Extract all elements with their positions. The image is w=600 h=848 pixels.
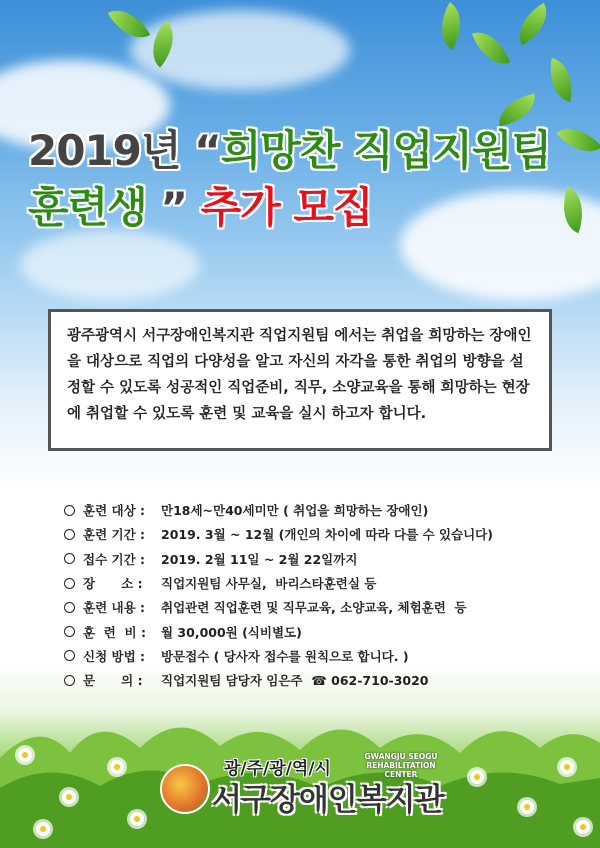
- title-close-quote: ”: [160, 183, 187, 232]
- info-label: 훈련 내용 :: [83, 600, 146, 616]
- info-label: 문 의 :: [83, 673, 143, 689]
- info-row-target: [64, 498, 564, 522]
- flower-icon: [36, 822, 50, 836]
- info-row-location: [64, 571, 564, 595]
- info-row-period: [64, 522, 564, 546]
- flower-icon: [520, 800, 534, 814]
- leaf-icon: [430, 2, 473, 50]
- logo-emblem-icon: [160, 764, 210, 814]
- info-value: 직업지원팀 사무실, 바리스타훈련실 등: [161, 576, 377, 592]
- circle-bullet-icon: [64, 578, 75, 589]
- title-open-quote: “: [194, 126, 221, 175]
- info-row-application-period: [64, 547, 564, 571]
- info-label: 훈련 대상 :: [83, 503, 146, 519]
- info-row-contact: [64, 668, 564, 692]
- info-label: 장 소 :: [83, 576, 143, 592]
- circle-bullet-icon: [64, 602, 75, 613]
- logo-region: 광/주/광/역/시: [224, 759, 331, 779]
- info-row-method: [64, 644, 564, 668]
- circle-bullet-icon: [64, 553, 75, 564]
- logo-english-line2: REHABILITATION CENTER: [366, 761, 436, 779]
- organization-logo: [160, 752, 450, 824]
- title-line-2: [28, 175, 373, 235]
- title-year: 2019년: [28, 126, 181, 175]
- info-value: 직업지원팀 담당자 임은주 ☎ 062-710-3020: [161, 673, 429, 689]
- circle-bullet-icon: [64, 529, 75, 540]
- info-value: 방문접수 ( 당사자 접수를 원칙으로 합니다. ): [161, 648, 409, 664]
- flower-icon: [470, 770, 484, 784]
- info-row-content: [64, 595, 564, 619]
- flower-icon: [110, 760, 124, 774]
- title-line-1: [28, 118, 551, 178]
- circle-bullet-icon: [64, 675, 75, 686]
- info-label: 훈 련 비 :: [83, 624, 146, 640]
- flower-icon: [62, 790, 76, 804]
- info-label: 훈련 기간 :: [83, 527, 146, 543]
- info-row-fee: [64, 619, 564, 643]
- flower-icon: [560, 760, 574, 774]
- cloud: [20, 230, 200, 300]
- logo-name: 서구장애인복지관: [212, 782, 444, 818]
- title-trainee: 훈련생: [28, 183, 147, 232]
- circle-bullet-icon: [64, 626, 75, 637]
- info-value: 2019. 2월 11일 ~ 2월 22일까지: [161, 551, 358, 567]
- leaf-icon: [545, 58, 578, 102]
- info-value: 2019. 3월 ~ 12월 (개인의 차이에 따라 다를 수 있습니다): [161, 527, 493, 543]
- leaf-icon: [472, 25, 510, 71]
- circle-bullet-icon: [64, 650, 75, 661]
- info-value: 만18세~만40세미만 ( 취업을 희망하는 장애인): [161, 503, 429, 519]
- logo-english: [352, 752, 450, 779]
- logo-english-line1: GWANGJU SEOGU: [364, 752, 438, 761]
- flower-icon: [18, 748, 32, 762]
- info-label: 접수 기간 :: [83, 551, 146, 567]
- flower-icon: [130, 812, 144, 826]
- info-label: 신청 방법 :: [83, 648, 146, 664]
- leaf-icon: [556, 116, 600, 163]
- flower-icon: [576, 820, 590, 834]
- leaf-icon: [509, 3, 557, 46]
- info-value: 취업관련 직업훈련 및 직무교육, 소양교육, 체험훈련 등: [161, 600, 467, 616]
- intro-text: 광주광역시 서구장애인복지관 직업지원팀 에서는 취업을 희망하는 장애인을 대상으로 직업의 다양성을 알고 자신의 자각을 통한 취업의 방향을 설정할 수 있도록 성공적인 직업준비, 직무, 소양교육을 통해 희망하는 현장에 취업할 수 있도록 훈련 및 교육을 실시 하고자 합니다.: [67, 328, 532, 422]
- intro-box: [48, 309, 552, 451]
- info-list: [64, 498, 564, 692]
- info-value: 월 30,000원 (식비별도): [161, 624, 302, 640]
- title-recruit: 추가 모집: [200, 183, 373, 232]
- circle-bullet-icon: [64, 505, 75, 516]
- title-program: 희망찬 직업지원팀: [220, 126, 551, 175]
